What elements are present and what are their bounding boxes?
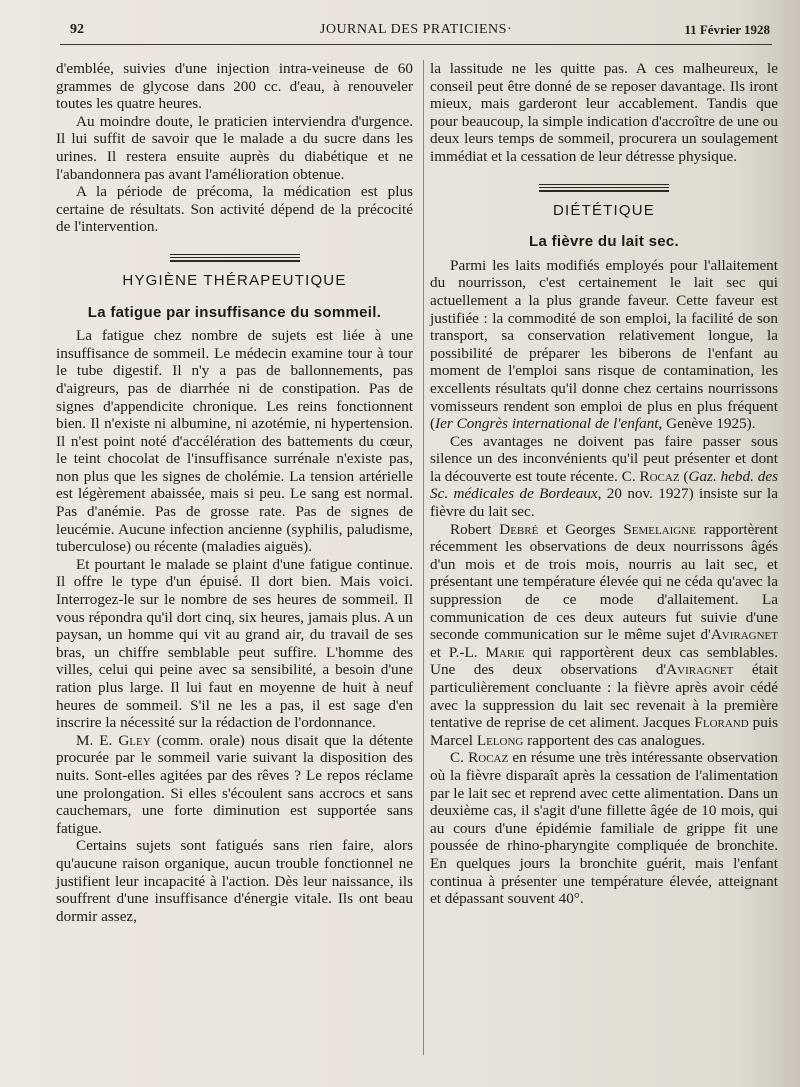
journal-title: JOURNAL DES PRATICIENS· [319,22,513,37]
paragraph: Certains sujets sont fatigués sans rien faire, alors qu'aucune raison organique, aucun trouble fonctionnel ne justifient leur incapacité à l'action. Dès leur naissance, ils souffrent d'une insuffisance d'énergie vitale. Ils ont beau dormir assez, [56,837,413,925]
author-name: Aviragnet [666,661,734,679]
paragraph: d'emblée, suivies d'une injection intra-veineuse de 60 grammes de glycose dans 200 cc. d'eau, à renouveler toutes les quatre heures. [56,60,413,113]
section-rule [539,184,669,192]
author-name: Rocaz [639,467,680,485]
column-divider [423,60,424,1055]
paragraph: La fatigue chez nombre de sujets est liée à une insuffisance de sommeil. Le médecin examine tour à tour le tube digestif. Il n'y a pas de ballonnements, pas d'aigreurs, pas de diarrhée ni de constipation. Pas de signes d'appendicite chronique. Les reins fonctionnent bien. Il n'existe ni albumine, ni azotémie, ni hypertension. Il n'est point noté d'accélération des battements du cœur, le teint chocolat de l'insuffisance surrénale n'existe pas, non plus que les signes de cholémie. La tension artérielle est légèrement abaissée, mais si peu. Le sang est normal. Pas d'anémie. Pas de grosse rate. Pas de signes de leucémie. Aucune infection ancienne (syphilis, paludisme, tuberculose) ou récente (maladies aiguës). [56,327,413,556]
paragraph: Parmi les laits modifiés employés pour l'allaitement du nourrisson, c'est certainement le lait sec qui actuellement a la plus grande faveur. Cette faveur est justifiée : la commodité de son emploi, la facilité de son transport, sa conservation relativement longue, la possibilité de préparer les biberons de l'enfant au moment de l'emploi sans risque de contamination, les excellents résultats qu'il donne chez certains nourrissons vomisseurs rendent son emploi de plus en plus fréquent (Ier Congrès international de l'enfant, Genève 1925). [430,256,778,433]
author-name: Marie [485,643,525,661]
reference: Gaz. hebd. des Sc. médicales de Bordeaux [430,467,778,503]
article-title-lait-sec: La fièvre du lait sec. [529,233,679,251]
paragraph: M. E. Gley (comm. orale) nous disait que la détente procurée par le sommeil varie suivant la disposition des nuits. Sont-elles agitées par des rêves ? Le repos réclame une prolongation. Si elles s'écoulent sans accrocs et sans cauchemars, une forte diminution est supportée sans fatigue. [56,731,414,837]
left-column [56,60,413,1057]
paragraph: Robert Debré et Georges Semelaigne rapportèrent récemment les observations de deux nourrissons âgés d'un mois et de trois mois, nourris au lait sec, et présentant une température élevée qui ne céda qu'avec la suppression de ce mode d'allaitement. La communication de ces deux auteurs fut suivie d'une seconde communication sur le même sujet d'Aviragnet et P.-L. Marie qui rapportèrent deux cas semblables. Une des deux observations d'Aviragnet était particulièrement concluante : la fièvre après avoir cédé avec la suppression du lait sec revenait à la première tentative de reprise de cet aliment. Jacques Florand puis Marcel Lelong rapportent des cas analogues. [430,520,779,749]
author-name: Lelong [476,731,524,749]
author-name: Aviragnet [710,626,778,644]
paragraph: la lassitude ne les quitte pas. A ces malheureux, le conseil peut être donné de se reposer davantage. Ils iront mieux, mais garderont leur accablement. Tandis que pour beaucoup, la simple indication d'accroître de une ou deux leurs temps de sommeil, procurera un soulagement immédiat et la cessation de leur détresse physique. [430,60,778,165]
paragraph: Ces avantages ne doivent pas faire passer sous silence un des inconvénients qu'il peut présenter et dont la découverte est toute récente. C. Rocaz (Gaz. hebd. des Sc. médicales de Bordeaux, 20 nov. 1927) insiste sur la fièvre du lait sec. [430,432,778,521]
author-name: Semelaigne [623,520,696,538]
author-name: Gley [118,731,151,749]
page-header [60,18,772,45]
paragraph: C. Rocaz en résume une très intéressante observation où la fièvre disparaît après la cessation de l'alimentation par le lait sec et reprend avec cette alimentation. Dans un deuxième cas, il s'agit d'une fillette âgée de 10 mois, qui au cours d'une épidémie familiale de grippe fit une poussée de rhino-pharyngite compliquée de bronchite. En quelques jours la bronchite guérit, mais l'enfant continua à présenter une température élevée, atteignant et dépassant souvent 40°. [430,749,778,908]
section-title-hygiene: HYGIÈNE THÉRAPEUTIQUE [122,271,347,289]
section-rule [170,254,300,262]
paragraph: Et pourtant le malade se plaint d'une fatigue continue. Il offre le type d'un épuisé. Il dort bien. Mais voici. Interrogez-le sur le nombre de ses heures de sommeil. Il vous répondra qu'il dort cinq, six heures, jamais plus. A un paysan, un homme qui vit au grand air, du travail de ses bras, un chiffre semblable peut suffire. L'homme des villes, celui qui peine avec sa sensibilité, a besoin d'une ration plus large. Il lui faut en moyenne de huit à neuf heures de sommeil. S'il ne les a pas, il est sage d'en inscrire la nécessité sur la rédaction de l'ordonnance. [56,555,413,732]
right-column [430,60,778,1057]
reference: Ier Congrès international de l'enfant [435,415,659,433]
paragraph: A la période de précoma, la médication est plus certaine de résultats. Son activité dépend de la précocité de l'intervention. [56,183,413,236]
author-name: Florand [694,714,749,732]
author-name: Rocaz [468,749,509,767]
paragraph: Au moindre doute, le praticien interviendra d'urgence. Il lui suffit de savoir que le malade a du sucre dans les urines. Il restera ensuite auprès du diabétique et ne l'abandonnera pas avant l'amélioration obtenue. [56,112,413,183]
page-number: 92 [70,22,84,37]
section-title-dietetique: DIÉTÉTIQUE [552,201,655,219]
author-name: Debré [499,520,539,538]
article-title-fatigue: La fatigue par insuffisance du sommeil. [87,303,382,321]
issue-date: 11 Février 1928 [684,22,770,37]
